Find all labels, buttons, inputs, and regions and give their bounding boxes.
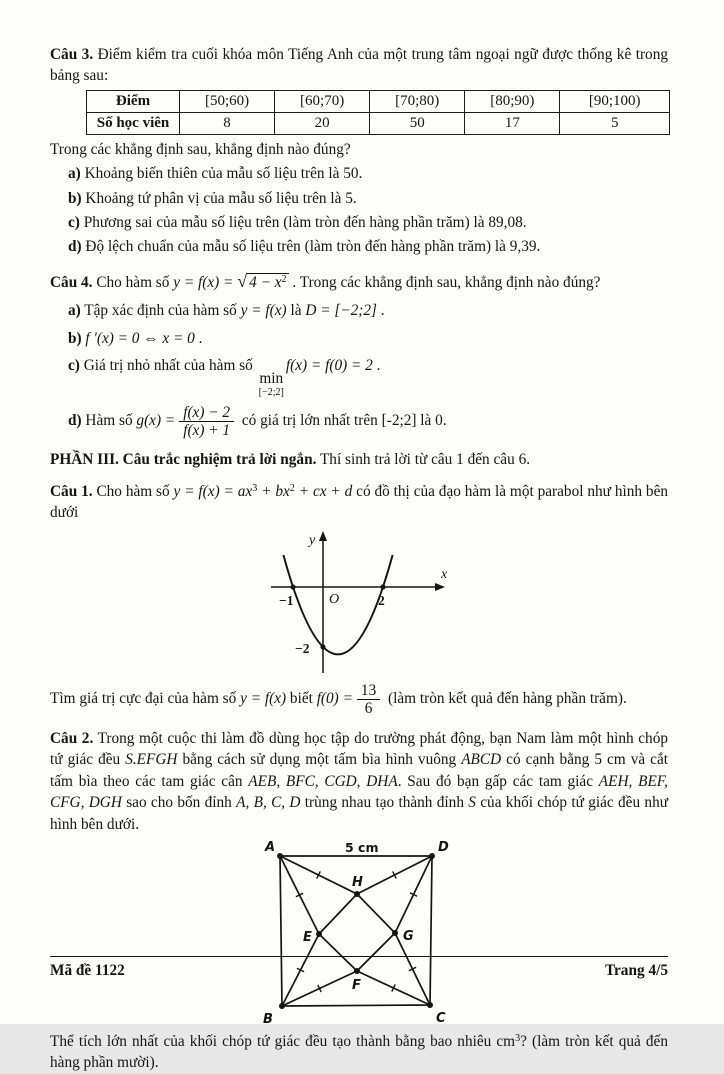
table-header-cell: [70;80) — [370, 90, 465, 112]
phan3-heading: PHẦN III. Câu trắc nghiệm trả lời ngắn. Thí sinh trả lời từ câu 1 đến câu 6. — [50, 450, 531, 468]
cau4-statement-d: d) Hàm số g(x) = $\frac{f(x) - 2}{f(x) + 1}$ có giá trị lớn nhất trên [-2;2] là 0. — [68, 404, 447, 440]
cau3-statement-c: c) Phương sai của mẫu số liệu trên (làm tròn đến hàng phần trăm) là 89,08. — [68, 214, 527, 232]
vertex-dot-H — [354, 891, 360, 897]
cau1-question: Tìm giá trị cực đại của hàm số y = f(x) biết f(0) = $\frac{13}{6}$ (làm tròn kết quả đến hàng phần trăm). — [50, 681, 627, 717]
table-cell: 5 — [560, 112, 670, 134]
x-axis-arrow — [435, 583, 445, 591]
cau1-intro: Câu 1. Cho hàm số $y = f(x) = ax^3 + bx^2$ + cx + d có đồ thị của đạo hàm là một parabol như hình bên dưới — [50, 482, 669, 522]
label-D: D — [438, 840, 449, 856]
cau4-label: Câu 4. — [50, 273, 93, 291]
x-intercept-dot — [290, 584, 295, 589]
label-E: E — [303, 930, 312, 946]
cau3-intro-text: Điểm kiểm tra cuối khóa môn Tiếng Anh của một trung tâm ngoại ngữ được thống kê trong bảng sau: — [50, 46, 668, 85]
page-footer — [50, 956, 668, 981]
vertex-dot-A — [277, 853, 283, 859]
table-header-cell: [80;90) — [465, 90, 560, 112]
table-header-cell: Điểm — [87, 90, 180, 112]
cau3-statement-a: a) Khoảng biến thiên của mẫu số liệu trên là 50. — [68, 165, 363, 183]
footer-exam-code: Mã đề 1122 — [50, 962, 125, 979]
table-row — [87, 112, 670, 134]
square-net-diagram — [259, 839, 459, 1029]
y-axis-arrow — [319, 531, 327, 541]
cau3-question: Trong các khẳng định sau, khẳng định nào đúng? — [50, 140, 351, 158]
cau2-intro: Câu 2. Trong một cuộc thi làm đồ dùng học tập do trường phát động, bạn Nam làm một hình chóp tứ giác đều S.EFGH bằng cách sử dụng một tấm bìa hình vuông ABCD có cạnh bằng 5 cm và cắt tấm bìa theo các tam giác cân AEB, BFC, CGD, DHA. Sau đó bạn gấp các tam giác AEH, BEF, CFG, DGH sao cho bốn đỉnh A, B, C, D trùng nhau tạo thành đỉnh S của khối chóp tứ giác đều như hình bên dưới. — [50, 730, 669, 833]
y-axis-label: y — [309, 532, 316, 548]
origin-label: O — [329, 591, 340, 607]
radicand: $4 - x^2$ — [249, 273, 287, 291]
derivative-graph-figure — [50, 528, 668, 678]
cau4-statement-c: c) Giá trị nhỏ nhất của hàm số min [−2;2] f(x) = f(0) = 2 . — [68, 356, 381, 399]
x-intercept-dot — [380, 584, 385, 589]
table-header-cell: [60;70) — [275, 90, 370, 112]
y-intercept-dot — [320, 644, 325, 649]
table-cell: 17 — [465, 112, 560, 134]
label-H: H — [352, 875, 363, 891]
label-F: F — [352, 978, 361, 994]
x-tick-label: −1 — [279, 592, 294, 608]
cau1-label: Câu 1. — [50, 482, 93, 500]
vertex-dot-E — [316, 931, 322, 937]
table-cell: 20 — [275, 112, 370, 134]
derivative-graph — [259, 528, 459, 678]
score-table — [86, 90, 670, 135]
vertex-dot-C — [427, 1002, 433, 1008]
fraction: $\frac{13}{6}$ — [357, 682, 380, 717]
label-C: C — [436, 1011, 446, 1027]
side-length-label: 5 cm — [345, 840, 379, 856]
vertex-dot-D — [429, 853, 435, 859]
cau3-statement-d: d) Độ lệch chuẩn của mẫu số liệu trên (làm tròn đến hàng phần trăm) là 9,39. — [68, 238, 541, 256]
pyramid-net-figure — [50, 839, 668, 1029]
y-tick-label: −2 — [295, 640, 310, 656]
cau3-intro — [50, 44, 668, 87]
table-header-row — [87, 90, 670, 112]
label-G: G — [403, 929, 414, 945]
vertex-dot-B — [279, 1003, 285, 1009]
label-A: A — [265, 840, 276, 856]
table-cell: Số học viên — [87, 112, 180, 134]
label-B: B — [263, 1012, 273, 1028]
table-header-cell: [50;60) — [180, 90, 275, 112]
fraction: $\frac{f(x) - 2}{f(x) + 1}$ — [179, 404, 234, 439]
table-cell: 50 — [370, 112, 465, 134]
radical-sign: √ — [237, 270, 248, 291]
x-tick-label: 2 — [378, 592, 385, 608]
cau4-statement-a: a) Tập xác định của hàm số y = f(x) là D = [−2;2] . — [68, 302, 385, 320]
cau4-statement-b: b) f ′(x) = 0 ⇔ x = 0 . — [68, 329, 203, 347]
cau3-statement-b: b) Khoảng tứ phân vị của mẫu số liệu trên là 5. — [68, 189, 357, 207]
cau4-intro: Câu 4. Cho hàm số y = f(x) = √ $4 - x^2$ . Trong các khẳng định sau, khẳng định nào đúng? — [50, 270, 601, 291]
cau3-label: Câu 3. — [50, 46, 94, 63]
table-cell: 8 — [180, 112, 275, 134]
cau2-question: Thể tích lớn nhất của khối chóp tứ giác đều tạo thành bằng bao nhiêu $cm^3$? (làm tròn kết quả đến hàng phần mười). — [50, 1033, 668, 1072]
x-axis-label: x — [441, 566, 448, 582]
table-header-cell: [90;100) — [560, 90, 670, 112]
min-operator: min [−2;2] — [258, 369, 284, 399]
vertex-dot-G — [392, 930, 398, 936]
cau2-label: Câu 2. — [50, 730, 94, 748]
footer-page-number: Trang 4/5 — [604, 962, 668, 979]
